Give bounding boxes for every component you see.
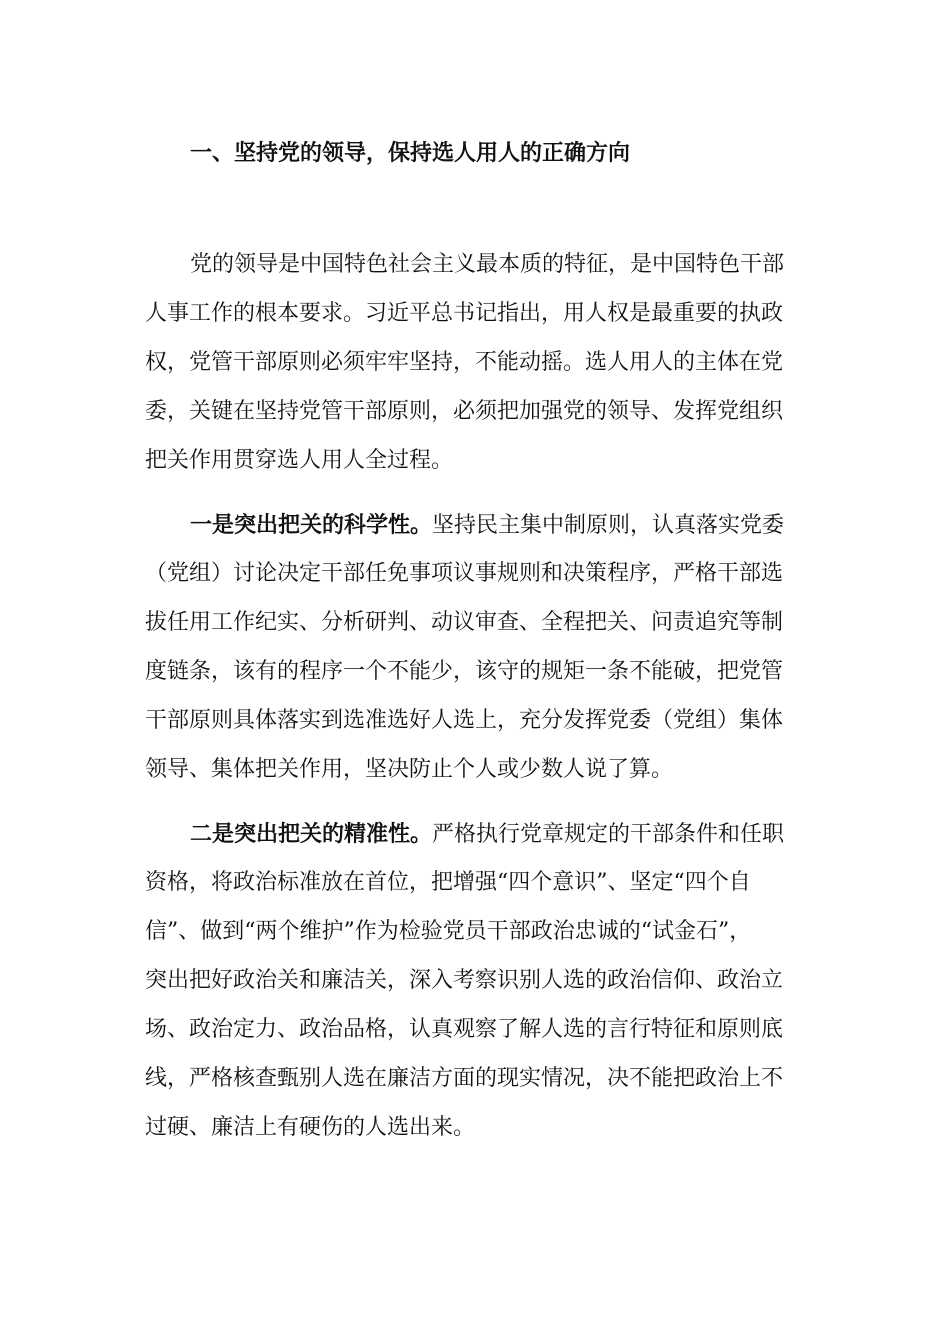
- paragraph-1-line-4: 委，关键在坚持党管干部原则，必须把加强党的领导、发挥党组织: [145, 399, 784, 424]
- paragraph-2-line-1-rest: 坚持民主集中制原则，认真落实党委: [432, 513, 785, 538]
- paragraph-2-line-1: [190, 507, 784, 544]
- paragraph-3-line-1-rest: 严格执行党章规定的干部条件和任职: [432, 822, 785, 847]
- paragraph-2-line-4: 度链条，该有的程序一个不能少，该守的规矩一条不能破，把党管: [145, 659, 784, 684]
- paragraph-3-line-5: 场、政治定力、政治品格，认真观察了解人选的言行特征和原则底: [145, 1017, 784, 1042]
- paragraph-3-line-4: 突出把好政治关和廉洁关，深入考察识别人选的政治信仰、政治立: [145, 968, 784, 993]
- paragraph-3-line-6: 线，严格核查甄别人选在廉洁方面的现实情况，决不能把政治上不: [145, 1066, 784, 1091]
- paragraph-1-line-5: 把关作用贯穿选人用人全过程。: [145, 448, 454, 473]
- paragraph-2-line-6: 领导、集体把关作用，坚决防止个人或少数人说了算。: [145, 757, 674, 782]
- paragraph-3-line-3: 信”、做到“两个维护”作为检验党员干部政治忠诚的“试金石”，: [145, 919, 752, 944]
- paragraph-3-line-2: 资格，将政治标准放在首位，把增强“四个意识”、坚定“四个自: [145, 870, 751, 895]
- paragraph-3-line-1: [190, 816, 784, 853]
- paragraph-1-line-3: 权，党管干部原则必须牢牢坚持，不能动摇。选人用人的主体在党: [145, 350, 784, 375]
- paragraph-3-lead: 二是突出把关的精准性。: [190, 821, 433, 847]
- paragraph-2-lead: 一是突出把关的科学性。: [190, 512, 433, 538]
- paragraph-1-line-1: 党的领导是中国特色社会主义最本质的特征，是中国特色干部: [190, 252, 785, 277]
- section-heading: 一、坚持党的领导，保持选人用人的正确方向: [190, 140, 631, 166]
- paragraph-3-line-7: 过硬、廉洁上有硬伤的人选出来。: [145, 1115, 476, 1140]
- paragraph-2-line-3: 拔任用工作纪实、分析研判、动议审查、全程把关、问责追究等制: [145, 610, 784, 635]
- paragraph-2-line-5: 干部原则具体落实到选准选好人选上，充分发挥党委（党组）集体: [145, 708, 784, 733]
- paragraph-1-line-2: 人事工作的根本要求。习近平总书记指出，用人权是最重要的执政: [145, 301, 784, 326]
- paragraph-2-line-2: （党组）讨论决定干部任免事项议事规则和决策程序，严格干部选: [145, 561, 784, 586]
